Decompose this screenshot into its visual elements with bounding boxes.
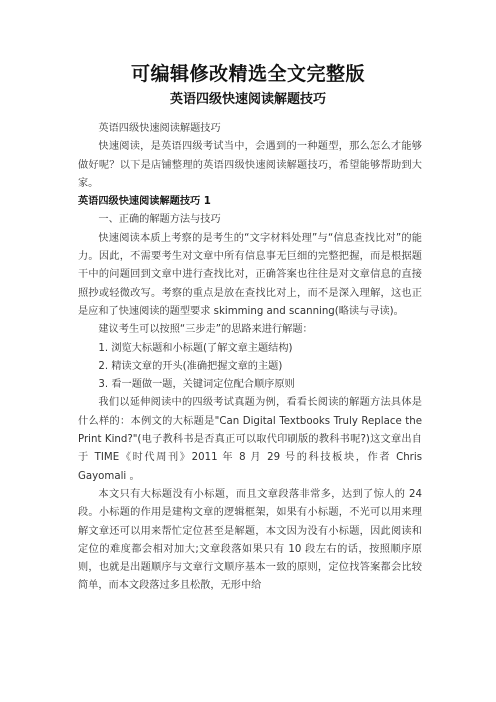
section-heading: 英语四级快速阅读解题技巧 1 [78,196,211,208]
list-item-step-3: 3. 看一题做一题，关键词定位配合顺序原则 [98,379,295,391]
list-item-step-1: 1. 浏览大标题和小标题(了解文章主题结构) [98,342,293,354]
paragraph-heading-line: 英语四级快速阅读解题技巧 [98,123,221,134]
list-item-step-2: 2. 精读文章的开头(准确把握文章的主题) [98,360,283,372]
document-subtitle: 英语四级快速阅读解题技巧 [169,92,326,107]
paragraph-example: 我们以延伸阅读中的四级考试真题为例，看看长阅读的解题方法具体是什么样的：本例文的大标题是"Can Digital Textbooks Truly Replace the Print Kind?"(电子教科书是否真正可以取代印刷版的教科书呢?)这文章出自于 TIME《时代周刊》2011 年 8 月 29 号的科技板块，作者 Chris Gayomali 。 [78,397,422,482]
document-title: 可编辑修改精选全文完整版 [130,63,365,85]
paragraph-intro: 快速阅读，是英语四级考试当中，会遇到的一种题型，那么怎么才能够做好呢？以下是店铺整理的英语四级快速阅读解题技巧，希望能够帮助到大家。 [78,141,422,189]
subsection-heading: 一、正确的解题方法与技巧 [98,214,221,226]
paragraph-steps-intro: 建议考生可以按照“三步走”的思路来进行解题： [98,324,313,336]
paragraph-method: 快速阅读本质上考察的是考生的“文字材料处理”与“信息查找比对”的能力。因此，不需要考生对文章中所有信息事无巨细的完整把握，而是根据题干中的问题回到文章中进行查找比对，正确答案也往往是对文章信息的直接照抄或轻微改写。考察的重点是放在查找比对上，而不是深入理解，这也正是应和了快速阅读的题型要求 skimming and scanning(略读与寻读)。 [78,232,422,317]
paragraph-analysis: 本文只有大标题没有小标题，而且文章段落非常多，达到了惊人的 24 段。小标题的作用是建构文章的逻辑框架，如果有小标题，不光可以用来理解文章还可以用来帮忙定位甚至是解题，本文因为没有小标题，因此阅读和定位的难度都会相对加大;文章段落如果只有 10 段左右的话，按照顺序原则，也就是出题顺序与文章行文顺序基本一致的原则，定位找答案都会比较简单，而本文段落过多且松散，无形中给 [78,488,422,592]
article-body [78,120,422,596]
